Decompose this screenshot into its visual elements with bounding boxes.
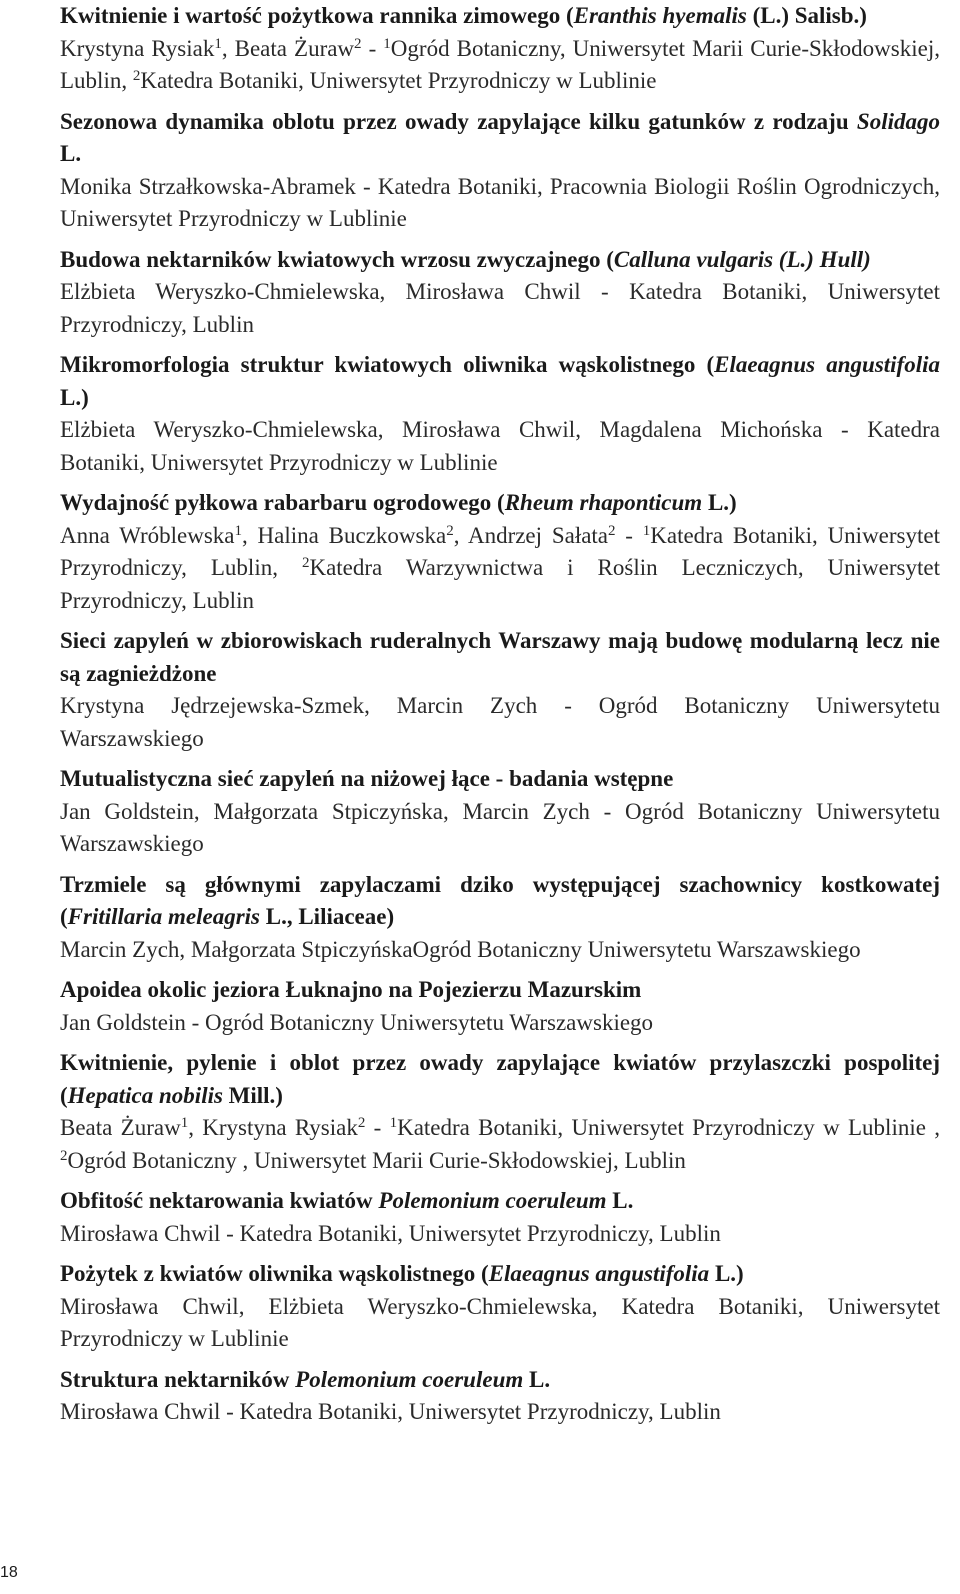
entry-title [60,1258,940,1291]
title-italic-segment: Rheum rhaponticum [504,490,703,515]
abstract-entry [60,763,940,861]
entry-title [60,106,940,171]
title-segment: L. [606,1188,634,1213]
title-segment: L. [60,141,82,166]
title-segment: (L.) Salisb.) [746,3,867,28]
entry-title [60,625,940,690]
title-segment: Sieci zapyleń w zbiorowiskach ruderalnych Warszawy mają budowę modularną lecz nie są zagnieżdżone [60,628,940,686]
affiliation-marker: 1 [214,35,222,52]
affiliation-marker: 2 [608,522,616,539]
document-body [60,0,940,1429]
entry-authors [60,934,940,967]
entry-title [60,349,940,414]
title-segment: Mutualistyczna sieć zapyleń na niżowej łące - badania wstępne [60,766,674,791]
entry-authors [60,1291,940,1356]
title-segment: L.) [709,1261,744,1286]
title-segment: Pożytek z kwiatów oliwnika wąskolistnego ( [60,1261,489,1286]
entry-title [60,487,940,520]
entry-title [60,869,940,934]
entry-authors [60,1112,940,1177]
authors-segment: - [615,522,643,548]
page-number: 18 [0,1564,18,1581]
title-italic-segment: Elaeagnus angustifolia [488,1261,710,1286]
authors-segment: Elżbieta Weryszko-Chmielewska, Mirosława Chwil, Magdalena Michońska - Katedra Botaniki, Uniwersytet Przyrodniczy w Lublinie [60,417,940,475]
affiliation-marker: 1 [234,522,243,539]
authors-segment: Beata Żuraw [60,1115,181,1140]
entry-title [60,1047,940,1112]
title-italic-segment: Solidago [856,108,940,134]
title-segment: L., Liliaceae) [260,904,395,929]
authors-segment: Katedra Botaniki, Uniwersytet Przyrodniczy w Lublinie [140,68,657,93]
authors-segment: Ogród Botaniczny, Uniwersytet Marii Curie-Skłodowskiej, Lublin, [60,35,940,93]
authors-segment: Mirosława Chwil, Elżbieta Weryszko-Chmielewska, Katedra Botaniki, Uniwersytet Przyrodniczy w Lublinie [60,1293,940,1351]
entry-title [60,763,940,796]
authors-segment: Jan Goldstein - Ogród Botaniczny Uniwersytetu Warszawskiego [60,1009,654,1035]
entry-authors [60,276,940,341]
title-segment: Sezonowa dynamika oblotu przez owady zapylające kilku gatunków z rodzaju [60,108,857,134]
abstract-entry [60,1364,940,1429]
abstract-entry [60,0,940,98]
title-italic-segment: Elaeagnus angustifolia [714,352,940,377]
title-italic-segment: Polemonium coeruleum [295,1366,524,1392]
title-segment: Struktura nektarników [60,1366,296,1392]
authors-segment: Marcin Zych, Małgorzata StpiczyńskaOgród Botaniczny Uniwersytetu Warszawskiego [60,936,861,962]
title-segment: Trzmiele są głównymi zapylaczami dziko występującej szachownicy kostkowatej ( [60,871,940,929]
abstract-entry [60,349,940,479]
affiliation-marker: 1 [180,1115,189,1131]
title-segment: Obfitość nektarowania kwiatów [60,1188,379,1213]
authors-segment: Ogród Botaniczny , Uniwersytet Marii Curie-Skłodowskiej, Lublin [67,1147,686,1173]
authors-segment: Krystyna Jędrzejewska-Szmek, Marcin Zych - Ogród Botaniczny Uniwersytetu Warszawskiego [60,693,940,751]
entry-title [60,974,940,1007]
title-segment: Mikromorfologia struktur kwiatowych oliwnika wąskolistnego ( [60,352,715,377]
authors-segment: , Halina Buczkowska [242,522,447,548]
affiliation-marker: 1 [642,522,651,539]
entry-authors [60,520,940,618]
entry-authors [60,33,940,98]
title-segment: L.) [702,490,737,515]
title-italic-segment: Polemonium coeruleum [378,1188,607,1213]
entry-title [60,244,940,277]
affiliation-marker: 2 [354,35,362,52]
authors-segment: Elżbieta Weryszko-Chmielewska, Mirosława Chwil - Katedra Botaniki, Uniwersytet Przyrodniczy, Lublin [60,279,940,337]
authors-segment: - [361,35,384,61]
entry-authors [60,1007,940,1040]
title-segment: L. [523,1366,551,1392]
authors-segment: Monika Strzałkowska-Abramek - Katedra Botaniki, Pracownia Biologii Roślin Ogrodniczych, Uniwersytet Przyrodniczy w Lublinie [60,173,940,231]
authors-segment: Jan Goldstein, Małgorzata Stpiczyńska, Marcin Zych - Ogród Botaniczny Uniwersytetu Warszawskiego [60,798,940,856]
entry-title [60,1185,940,1218]
abstract-entry [60,974,940,1039]
affiliation-marker: 2 [446,522,454,539]
affiliation-marker: 2 [132,68,141,84]
title-segment: Mill.) [222,1082,283,1108]
title-segment: Budowa nektarników kwiatowych wrzosu zwyczajnego ( [60,246,614,272]
title-segment: L.) [60,384,89,410]
affiliation-marker: 1 [383,35,391,52]
title-segment: Kwitnienie i wartość pożytkowa rannika zimowego ( [60,3,574,28]
authors-segment: Anna Wróblewska [60,522,235,548]
authors-segment: Mirosława Chwil - Katedra Botaniki, Uniwersytet Przyrodniczy, Lublin [60,1220,721,1246]
entry-authors [60,796,940,861]
abstract-entry [60,1258,940,1356]
title-italic-segment: Calluna vulgaris (L.) Hull) [613,246,871,272]
authors-segment: Katedra Botaniki, Uniwersytet Przyrodniczy w Lublinie , [397,1115,940,1140]
authors-segment: Krystyna Rysiak [60,35,215,61]
entry-title [60,0,940,33]
abstract-entry [60,244,940,342]
title-segment: Apoidea okolic jeziora Łuknajno na Pojezierzu Mazurskim [60,977,642,1002]
affiliation-marker: 2 [301,555,310,571]
entry-authors [60,1396,940,1429]
entry-authors [60,690,940,755]
abstract-entry [60,487,940,617]
abstract-entry [60,1185,940,1250]
abstract-entry [60,869,940,967]
title-italic-segment: Fritillaria meleagris [67,904,260,929]
authors-segment: , Andrzej Sałata [453,522,609,548]
authors-segment: Katedra Warzywnictwa i Roślin Leczniczych, Uniwersytet Przyrodniczy, Lublin [60,555,940,613]
abstract-entry [60,625,940,755]
authors-segment: Katedra Botaniki, Uniwersytet Przyrodniczy, Lublin, [60,522,940,580]
entry-authors [60,171,940,236]
affiliation-marker: 1 [389,1115,398,1131]
entry-authors [60,1218,940,1251]
authors-segment: , Beata Żuraw [221,35,355,61]
authors-segment: - [365,1115,390,1140]
affiliation-marker: 2 [60,1147,68,1164]
authors-segment: , Krystyna Rysiak [188,1115,358,1140]
abstract-entry [60,1047,940,1177]
affiliation-marker: 2 [357,1115,366,1131]
entry-title [60,1364,940,1397]
title-segment: Kwitnienie, pylenie i oblot przez owady zapylające kwiatów przylaszczki pospolitej ( [60,1050,940,1108]
title-italic-segment: Eranthis hyemalis [573,3,747,28]
title-segment: Wydajność pyłkowa rabarbaru ogrodowego ( [60,490,505,515]
abstract-entry [60,106,940,236]
entry-authors [60,414,940,479]
title-italic-segment: Hepatica nobilis [67,1082,223,1108]
authors-segment: Mirosława Chwil - Katedra Botaniki, Uniwersytet Przyrodniczy, Lublin [60,1399,721,1424]
